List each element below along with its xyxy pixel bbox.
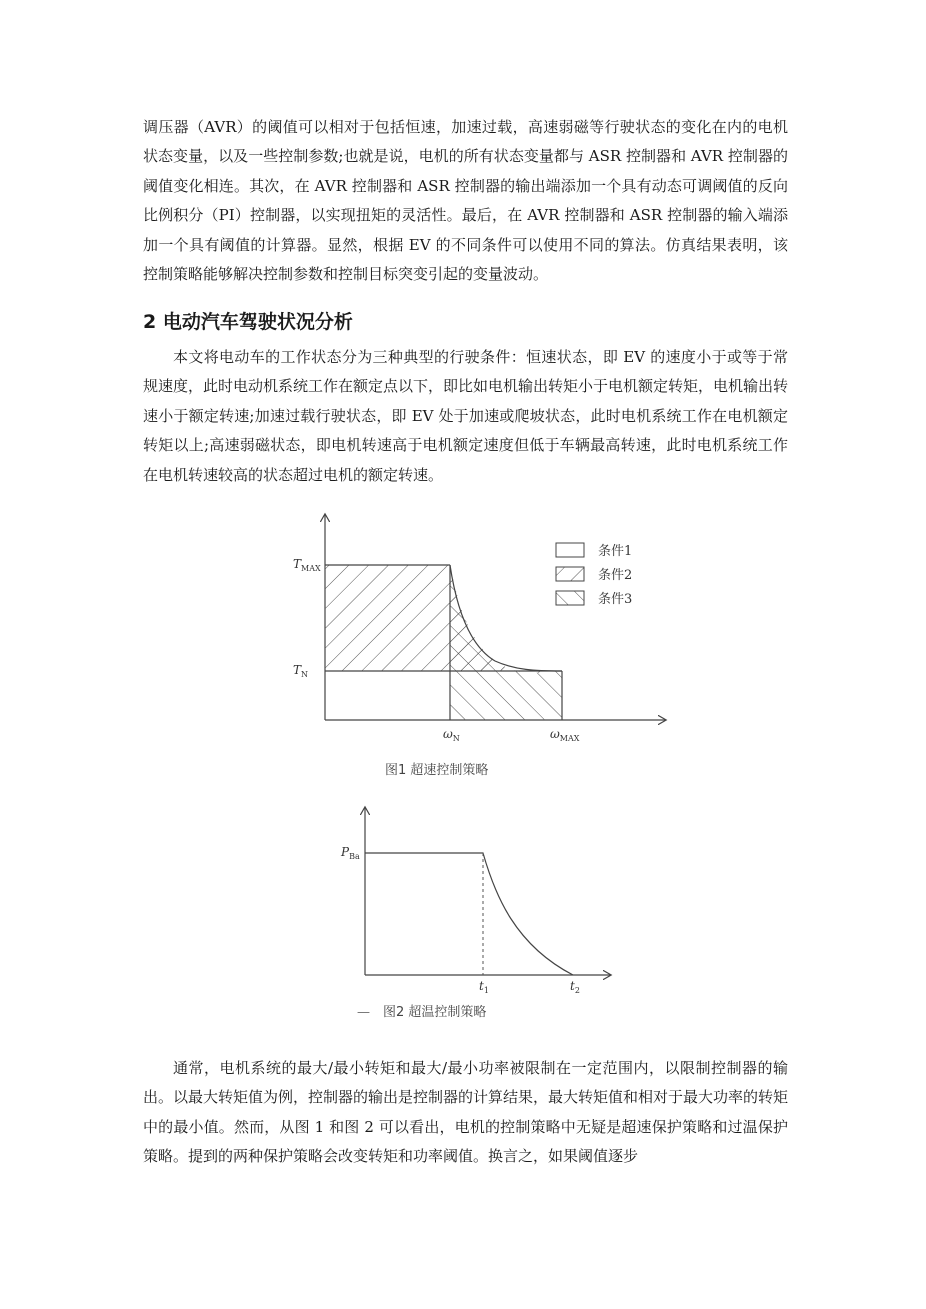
legend-label-condition-3: 条件3 (598, 592, 633, 607)
figure-1-label-tmax: $T_{MAX}$ (293, 557, 321, 573)
figure-2-label-t2: $t_2$ (570, 979, 580, 995)
legend-label-condition-2: 条件2 (598, 568, 633, 583)
figure-1-caption: 图1 超速控制策略 (385, 763, 489, 778)
section-heading: 2 电动汽车驾驶状况分析 (143, 311, 353, 333)
section-paragraph: 本文将电动车的工作状态分为三种典型的行驶条件：恒速状态，即 EV 的速度小于或等于常规速度，此时电动机系统工作在额定点以下，即比如电机输出转矩小于电机额定转矩，电机输出转速小于额定转速;加速过载行驶状态，即 EV 处于加速或爬坡状态，此时电机系统工作在电机额定转矩以上;高速弱磁状态，即电机转速高于电机额定速度但低于车辆最高转速，此时电机系统工作在电机转速较高的状态超过电机的额定转速。 (143, 348, 789, 484)
figure-1-label-wn: $\omega_N$ (443, 727, 460, 743)
intro-paragraph: 调压器（AVR）的阈值可以相对于包括恒速，加速过载，高速弱磁等行驶状态的变化在内的电机状态变量，以及一些控制参数;也就是说，电机的所有状态变量都与 ASR 控制器和 AVR 控制器的阈值变化相连。其次，在 AVR 控制器和 ASR 控制器的输出端添加一个具有动态可调阈值的反向比例积分（PI）控制器，以实现扭矩的灵活性。最后，在 AVR 控制器和 ASR 控制器的输入端添加一个具有阈值的计算器。显然，根据 EV 的不同条件可以使用不同的算法。仿真结果表明，该控制策略能够解决控制参数和控制目标突变引起的变量波动。 (143, 118, 788, 284)
figure-1-legend (556, 543, 632, 607)
figure-2-power-curve (365, 853, 573, 975)
legend-swatch-condition-3 (556, 591, 584, 605)
figure-2-caption-dash: — (357, 1005, 370, 1020)
closing-paragraph: 通常，电机系统的最大/最小转矩和最大/最小功率被限制在一定范围内，以限制控制器的输出。以最大转矩值为例，控制器的输出是控制器的计算结果，最大转矩值和相对于最大功率的转矩中的最小值。然而，从图 1 和图 2 可以看出，电机的控制策略中无疑是超速保护策略和过温保护策略。提到的两种保护策略会改变转矩和功率阈值。换言之，如果阈值逐步 (143, 1059, 789, 1166)
legend-swatch-condition-2 (556, 567, 584, 581)
figure-1-label-wmax: $\omega_{MAX}$ (550, 727, 580, 743)
legend-label-condition-1: 条件1 (598, 544, 633, 559)
figure-2-label-t1: $t_1$ (479, 979, 489, 995)
legend-swatch-condition-1 (556, 543, 584, 557)
figure-1-label-tn: $T_N$ (293, 663, 309, 679)
figure-1-overspeed-chart (270, 505, 690, 790)
figure-1-region-condition-2 (325, 565, 562, 673)
figure-2-label-pba: $P_{Ba}$ (341, 845, 360, 861)
figure-2-caption: 图2 超温控制策略 (383, 1005, 487, 1020)
figure-2-overtemperature-chart (335, 800, 635, 1030)
